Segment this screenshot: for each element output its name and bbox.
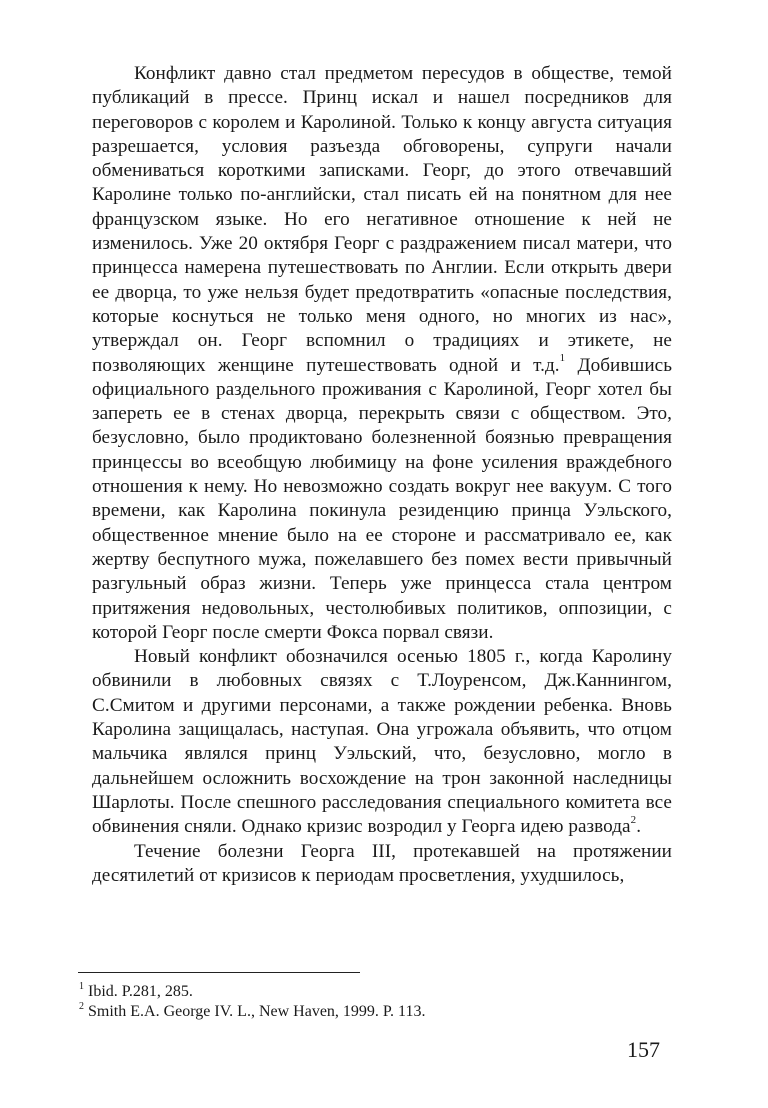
paragraph-1-text-b: Добившись официального раздельного проживания с Каролиной, Георг хотел бы запереть ее в стенах дворца, перекрыть связи с обществом. Это, безусловно, было продиктовано болезненной боязнью превращения принцессы во всеобщую любимицу на фоне усиления враждебного отношения к нему. Но невозможно создать вокруг нее вакуум. С того времени, как Каролина покинула резиденцию принца Уэльского, общественное мнение было на ее стороне и рассматривало ее, как жертву беспутного мужа, пожелавшего без помех вести привычный разгульный образ жизни. Теперь уже принцесса стала центром притяжения недовольных, честолюбивых политиков, оппозиции, с которой Георг после смерти Фокса порвал связи. [92, 354, 672, 643]
footnote-1-text: Ibid. P.281, 285. [88, 983, 193, 1000]
paragraph-2-text-a: Новый конфликт обозначился осенью 1805 г., когда Каролину обвинили в любовных связях с Т.Лоуренсом, Дж.Каннингом, С.Смитом и другими персонами, а также рождении ребенка. Вновь Каролина защищалась, наступая. Она угрожала объявить, что отцом мальчика являлся принц Уэльский, что, безусловно, могло в дальнейшем осложнить восхождение на трон законной наследницы Шарлоты. После спешного расследования специального комитета все обвинения сняли. Однако кризис возродил у Георга идею развода [92, 646, 672, 838]
footnote-2-number: 2 [79, 1000, 84, 1012]
footnotes [79, 982, 679, 1022]
footnote-2 [79, 1002, 679, 1022]
footnote-1-number: 1 [79, 980, 84, 992]
footnote-1 [79, 982, 679, 1002]
paragraph-3-text-a: Течение болезни Георга III, протекавшей на протяжении десятилетий от кризисов к периодам просветления, ухудшилось, [92, 840, 672, 886]
footnote-separator [78, 972, 360, 973]
paragraph-1-text-a: Конфликт давно стал предметом пересудов в обществе, темой публикаций в прессе. Принц искал и нашел посредников для переговоров с королем и Каролиной. Только к концу августа ситуация разрешается, условия разъезда обговорены, супруги начали обмениваться короткими записками. Георг, до этого отвечавший Каролине только по-английски, стал писать ей на понятном для нее французском языке. Но его негативное отношение к ней не изменилось. Уже 20 октября Георг с раздражением писал матери, что принцесса намерена путешествовать по Англии. Если открыть двери ее дворца, то уже нельзя будет предотвратить «опасные последствия, которые коснуться не только меня одного, но многих из нас», утверждал он. Георг вспомнил о традициях и этикете, не позволяющих женщине путешествовать одной и т.д. [92, 63, 672, 376]
footnote-ref-2[interactable]: 2 [630, 813, 637, 826]
footnote-2-text: Smith E.A. George IV. L., New Haven, 1999. P. 113. [88, 1003, 426, 1020]
paragraph-2 [92, 645, 672, 839]
page-number: 157 [627, 1037, 660, 1062]
footnote-ref-1[interactable]: 1 [559, 352, 566, 365]
paragraph-2-text-b: . [636, 816, 642, 838]
page-body [92, 62, 672, 888]
paragraph-3 [92, 840, 672, 889]
paragraph-1 [92, 62, 672, 645]
